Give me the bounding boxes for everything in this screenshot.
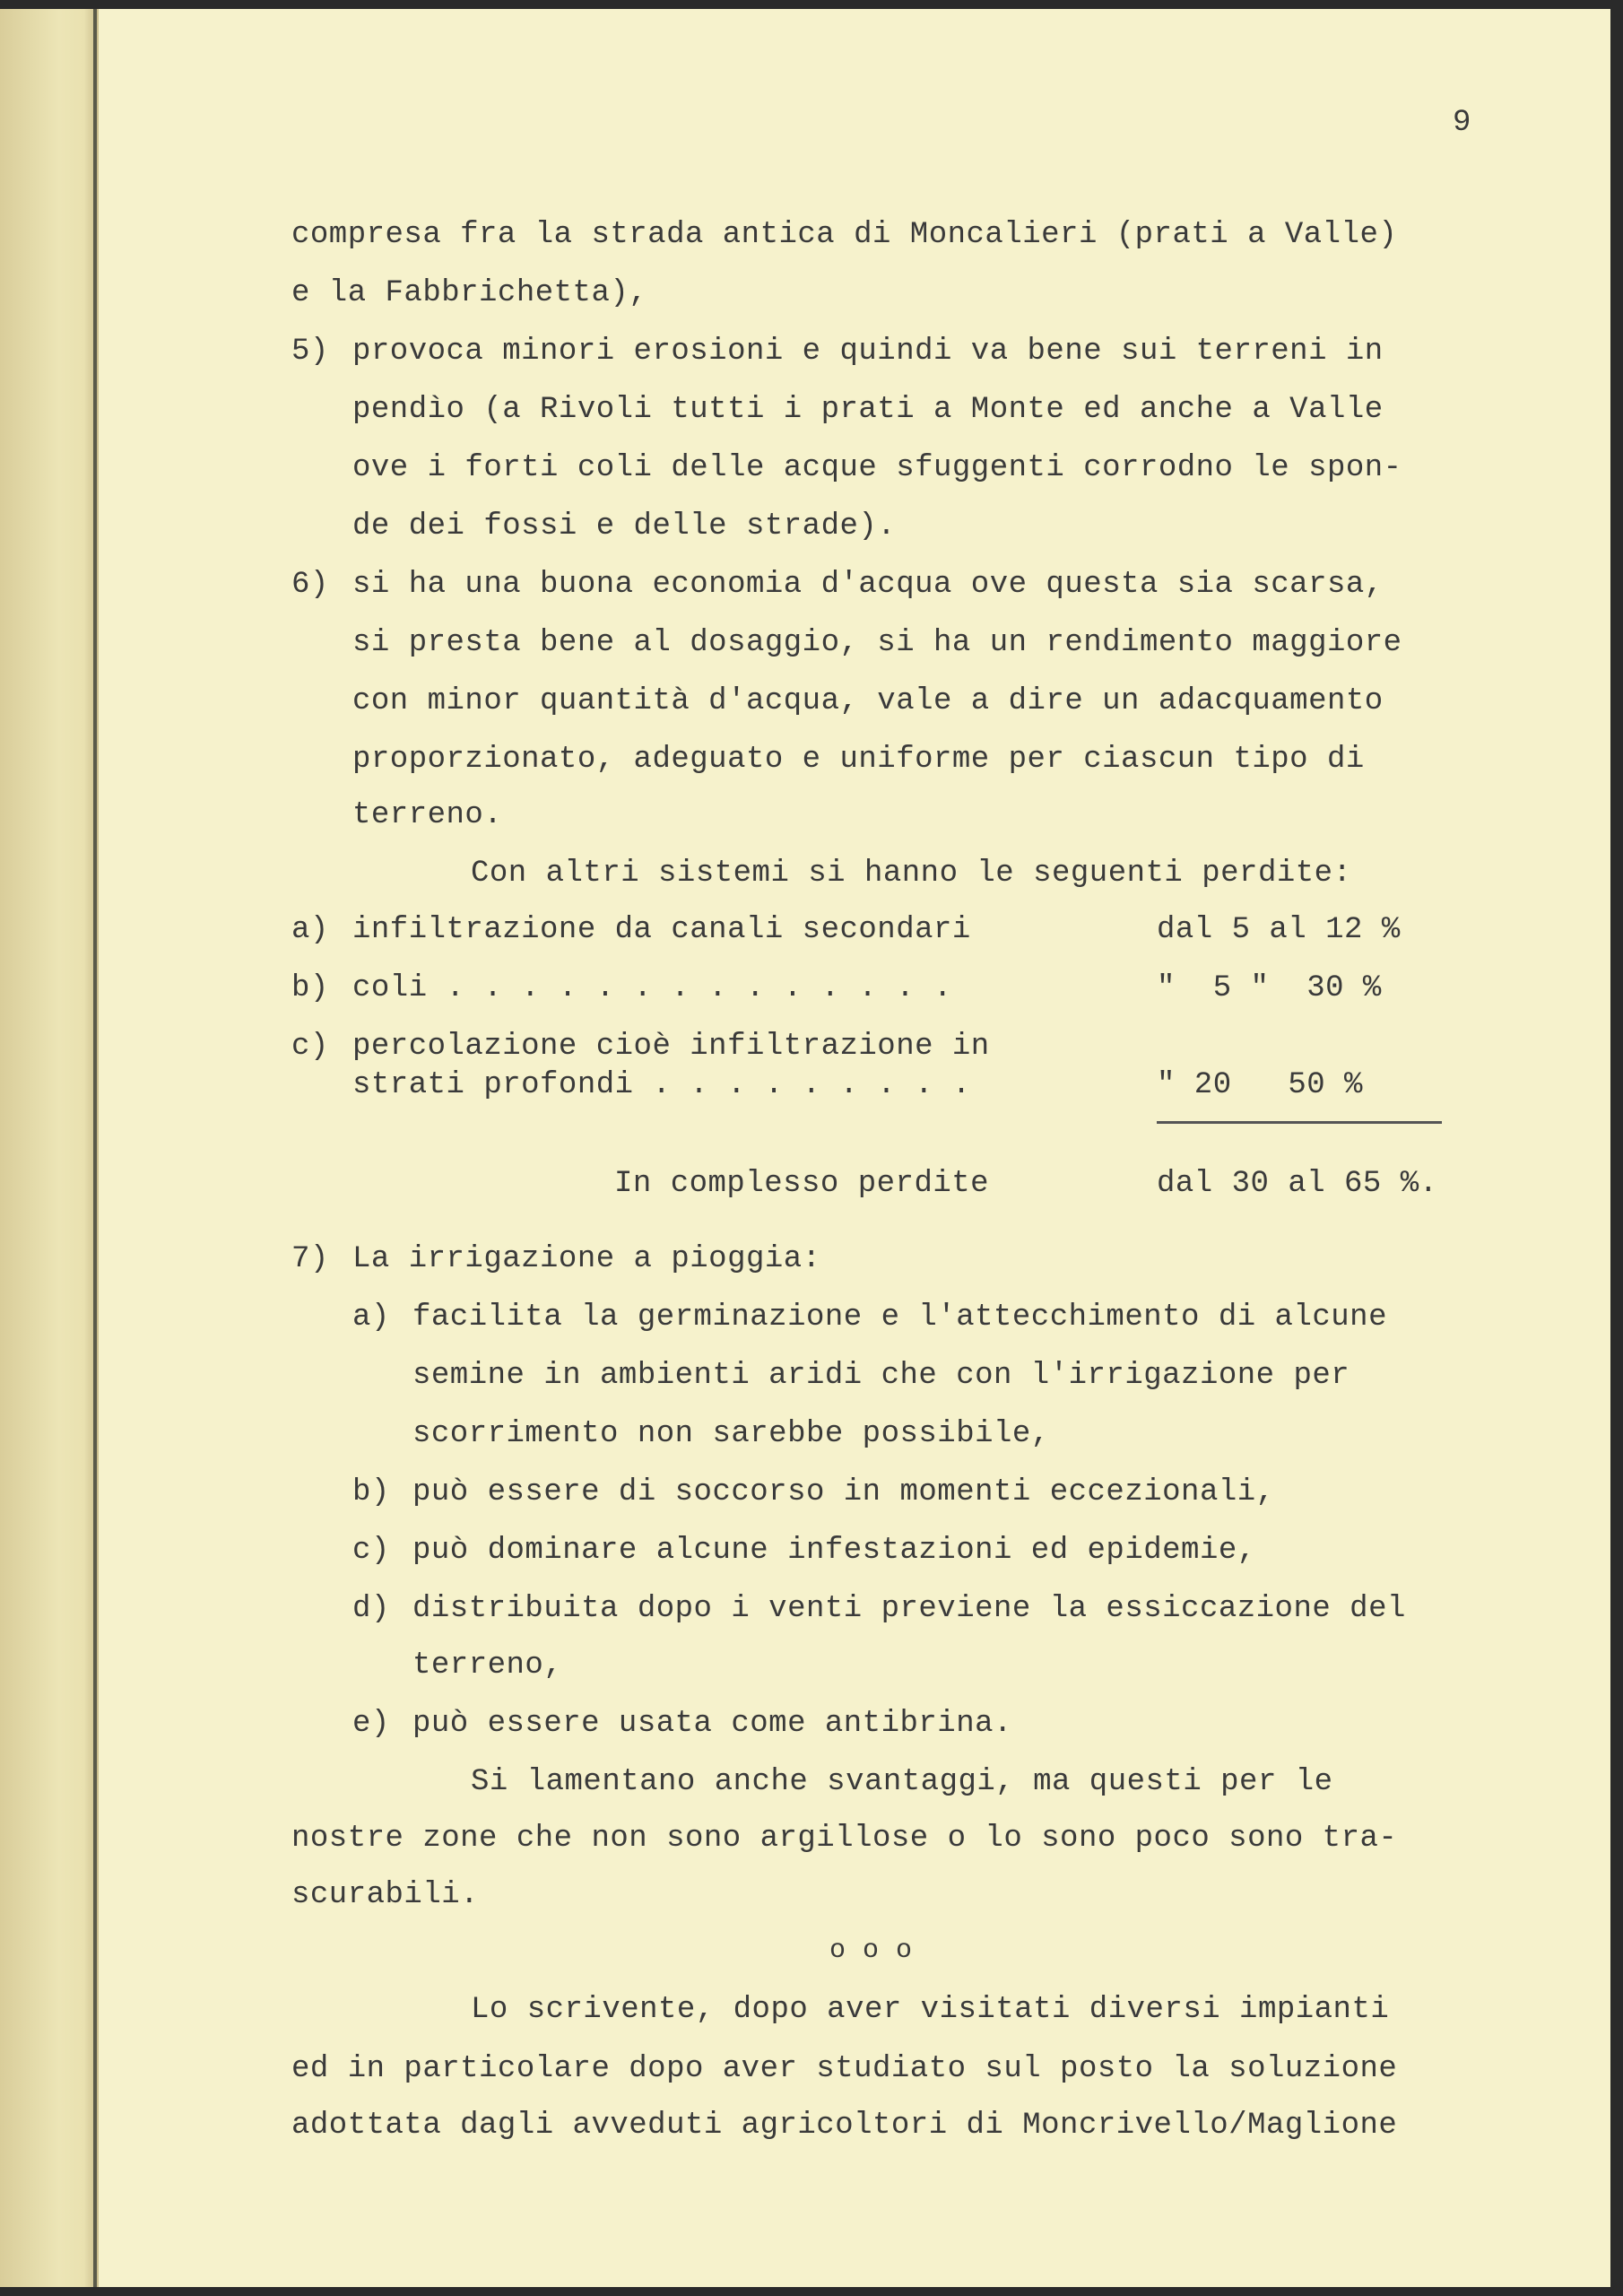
losses-label-continued: strati profondi . . . . . . . . . bbox=[352, 1068, 971, 1102]
losses-total-label: In complesso perdite bbox=[614, 1167, 990, 1201]
sublist-line: può essere usata come antibrina. bbox=[412, 1707, 1012, 1741]
list-item-line: con minor quantità d'acqua, vale a dire un adacquamento bbox=[352, 684, 1384, 718]
list-item-line: ove i forti coli delle acque sfuggenti corrodno le spon- bbox=[352, 451, 1402, 485]
sublist-line: può dominare alcune infestazioni ed epidemie, bbox=[412, 1534, 1256, 1568]
paragraph-line: compresa fra la strada antica di Moncalieri (prati a Valle) bbox=[291, 218, 1398, 252]
binding-gutter-line bbox=[93, 0, 97, 2296]
losses-label: coli . . . . . . . . . . . . . . bbox=[352, 971, 952, 1005]
sublist-line: terreno, bbox=[412, 1648, 563, 1683]
sublist-line: facilita la germinazione e l'attecchimento di alcune bbox=[412, 1300, 1387, 1335]
sublist-marker: e) bbox=[352, 1707, 390, 1741]
list-marker: 6) bbox=[291, 568, 329, 602]
losses-marker: a) bbox=[291, 913, 329, 947]
paragraph-line: nostre zone che non sono argillose o lo sono poco sono tra- bbox=[291, 1822, 1398, 1856]
sublist-marker: d) bbox=[352, 1592, 390, 1626]
sublist-marker: c) bbox=[352, 1534, 390, 1568]
paragraph-line: ed in particolare dopo aver studiato sul posto la soluzione bbox=[291, 2052, 1398, 2086]
sublist-marker: b) bbox=[352, 1475, 390, 1509]
sublist-line: può essere di soccorso in momenti eccezionali, bbox=[412, 1475, 1275, 1509]
sublist-line: scorrimento non sarebbe possibile, bbox=[412, 1417, 1050, 1451]
losses-range: dal 5 al 12 % bbox=[1157, 913, 1401, 947]
list-marker: 5) bbox=[291, 335, 329, 369]
section-separator: o o o bbox=[829, 1935, 913, 1966]
list-item-line: provoca minori erosioni e quindi va bene sui terreni in bbox=[352, 335, 1384, 369]
sum-rule bbox=[1157, 1121, 1442, 1124]
page-number: 9 bbox=[1453, 106, 1471, 140]
paragraph-line: Si lamentano anche svantaggi, ma questi per le bbox=[471, 1765, 1333, 1799]
losses-range: " 5 " 30 % bbox=[1157, 971, 1382, 1005]
losses-marker: b) bbox=[291, 971, 329, 1005]
scan-border-right bbox=[1610, 0, 1623, 2296]
losses-label: infiltrazione da canali secondari bbox=[352, 913, 971, 947]
sublist-line: semine in ambienti aridi che con l'irrigazione per bbox=[412, 1359, 1350, 1393]
list-marker: 7) bbox=[291, 1242, 329, 1276]
page-binding-edge bbox=[0, 0, 99, 2296]
list-item-line: terreno. bbox=[352, 798, 503, 832]
paragraph-line: scurabili. bbox=[291, 1878, 480, 1912]
losses-range: " 20 50 % bbox=[1157, 1068, 1363, 1102]
list-item-line: si presta bene al dosaggio, si ha un rendimento maggiore bbox=[352, 626, 1402, 660]
list-item-line: si ha una buona economia d'acqua ove questa sia scarsa, bbox=[352, 568, 1384, 602]
losses-label: percolazione cioè infiltrazione in bbox=[352, 1030, 990, 1064]
scan-border-top bbox=[0, 0, 1623, 9]
paragraph-line: Lo scrivente, dopo aver visitati diversi impianti bbox=[471, 1993, 1390, 2027]
losses-total-range: dal 30 al 65 %. bbox=[1157, 1167, 1438, 1201]
paragraph-line: e la Fabbrichetta), bbox=[291, 276, 648, 310]
losses-intro: Con altri sistemi si hanno le seguenti perdite: bbox=[471, 857, 1352, 891]
list-item-title: La irrigazione a pioggia: bbox=[352, 1242, 821, 1276]
list-item-line: de dei fossi e delle strade). bbox=[352, 509, 897, 544]
scan-border-bottom bbox=[0, 2287, 1623, 2296]
paragraph-line: adottata dagli avveduti agricoltori di Moncrivello/Maglione bbox=[291, 2109, 1398, 2143]
losses-marker: c) bbox=[291, 1030, 329, 1064]
list-item-line: pendìo (a Rivoli tutti i prati a Monte ed anche a Valle bbox=[352, 393, 1384, 427]
sublist-marker: a) bbox=[352, 1300, 390, 1335]
sublist-line: distribuita dopo i venti previene la essiccazione del bbox=[412, 1592, 1406, 1626]
list-item-line: proporzionato, adeguato e uniforme per ciascun tipo di bbox=[352, 743, 1365, 777]
